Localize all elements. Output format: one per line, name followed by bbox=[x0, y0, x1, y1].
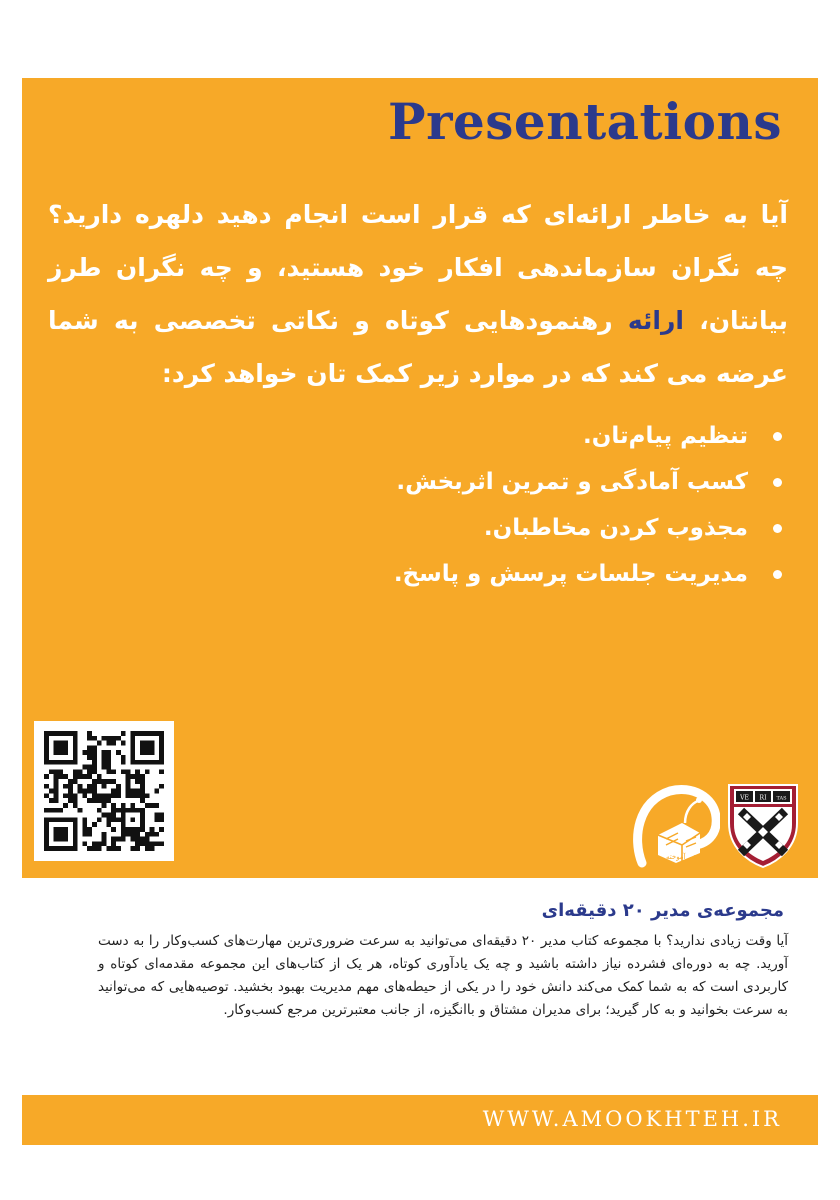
bullet-icon bbox=[773, 432, 782, 441]
list-item bbox=[188, 459, 788, 505]
list-item-text: مدیریت جلسات پرسش و پاسخ. bbox=[393, 561, 748, 587]
series-title: مجموعه‌ی مدیر ۲۰ دقیقه‌ای bbox=[541, 900, 784, 921]
website-link[interactable]: WWW.AMOOKHTEH.IR bbox=[482, 1107, 782, 1131]
intro-text-2: رهنمودهایی کوتاه و نکاتی تخصصی به شما عرضه می کند که در موارد زیر کمک تان خواهد کرد: bbox=[48, 306, 788, 388]
intro-paragraph bbox=[48, 188, 788, 400]
list-item bbox=[188, 505, 788, 551]
book-title: Presentations bbox=[388, 92, 782, 151]
intro-highlight: ارائه bbox=[627, 306, 684, 335]
list-item-text: تنظیم پیام‌تان. bbox=[582, 423, 748, 449]
list-item-text: کسب آمادگی و تمرین اثربخش. bbox=[396, 469, 748, 495]
publisher-text: نشر آموخته bbox=[666, 853, 700, 861]
list-item bbox=[188, 551, 788, 597]
svg-text:RI: RI bbox=[759, 794, 767, 802]
list-item bbox=[188, 413, 788, 459]
qr-code[interactable] bbox=[34, 721, 174, 861]
series-description: آیا وقت زیادی ندارید؟ با مجموعه کتاب مدیر ۲۰ دقیقه‌ای می‌توانید به سرعت ضروری‌ترین مهارت‌های کسب‌وکار را به دست آورید. چه به دوره‌ای فشرده نیاز داشته باشید و چه یک یادآوری کوتاه، هر یک از کتاب‌های این مجموعه مقدمه‌ای کوتاه و کاربردی است که به شما کمک می‌کند دانش خود را در یکی از حیطه‌های مهم مدیریت بهبود بخشید. توصیه‌هایی که می‌توانید به سرعت بخوانید و به کار گیرید؛ برای مدیران مشتاق و باانگیزه، از جانب معتبرترین مرجع کسب‌وکار. bbox=[98, 933, 788, 1018]
harvard-shield-icon bbox=[727, 783, 799, 869]
qr-code-icon bbox=[44, 731, 164, 851]
svg-text:VE: VE bbox=[740, 794, 749, 802]
topics-list bbox=[188, 413, 788, 597]
svg-text:TAS: TAS bbox=[776, 795, 787, 802]
footer-bar bbox=[22, 1095, 818, 1145]
bullet-icon bbox=[773, 478, 782, 487]
list-item-text: مجذوب کردن مخاطبان. bbox=[483, 515, 748, 541]
amookhteh-logo-icon bbox=[630, 783, 720, 868]
bullet-icon bbox=[773, 570, 782, 579]
intro-text-1: آیا به خاطر ارائه‌ای که قرار است انجام دهید دلهره دارید؟ چه نگران سازماندهی افکار خود هستید، و چه نگران طرز بیانتان، bbox=[48, 200, 789, 335]
cover-panel bbox=[22, 78, 818, 878]
bullet-icon bbox=[773, 524, 782, 533]
